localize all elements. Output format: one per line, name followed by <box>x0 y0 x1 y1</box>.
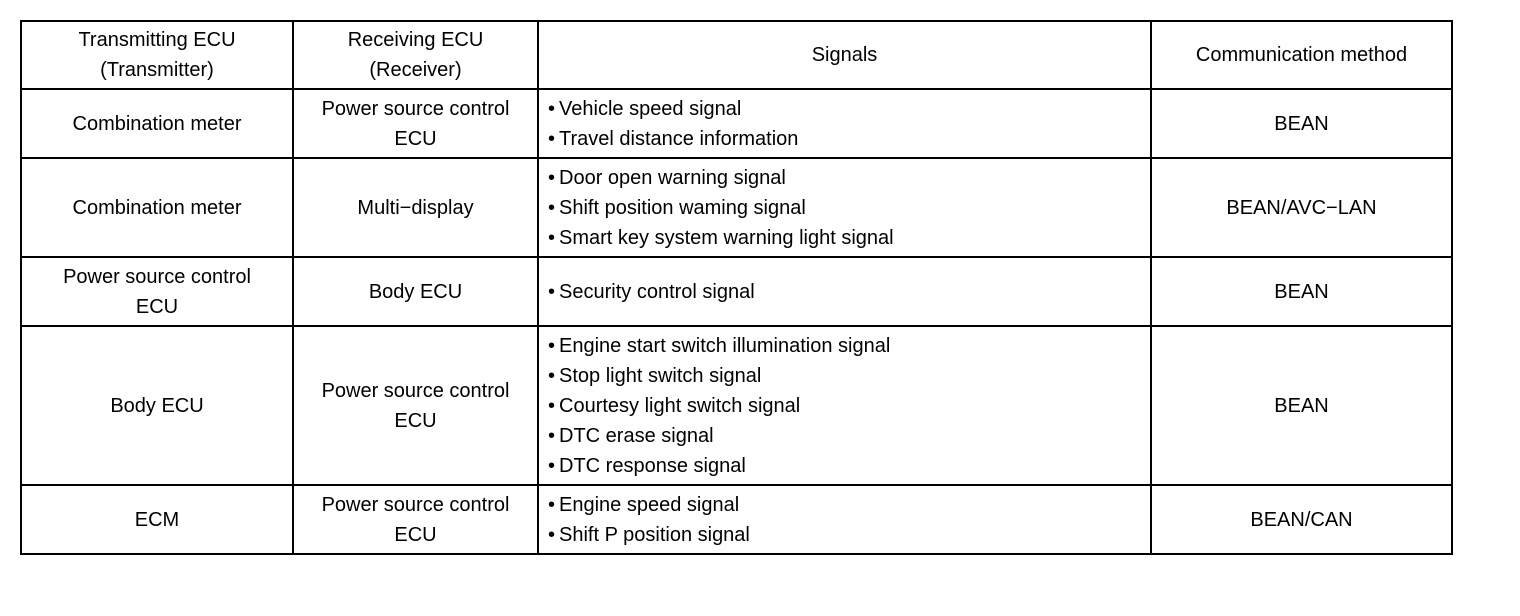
header-receiver: Receiving ECU (Receiver) <box>293 21 538 89</box>
transmitter-cell: Combination meter <box>21 158 293 257</box>
method-cell: BEAN/AVC−LAN <box>1151 158 1452 257</box>
receiver-cell: Multi−display <box>293 158 538 257</box>
receiver-cell: Power source control ECU <box>293 89 538 158</box>
signal-item: • Shift P position signal <box>548 520 1150 550</box>
table-row <box>21 158 1452 257</box>
signal-item: • Engine start switch illumination signal <box>548 331 1150 361</box>
receiver-cell: Power source control ECU <box>293 485 538 554</box>
table-row <box>21 485 1452 554</box>
header-method: Communication method <box>1151 21 1452 89</box>
ecu-communication-table <box>20 20 1453 555</box>
table-row <box>21 89 1452 158</box>
signal-item: • Shift position waming signal <box>548 193 1150 223</box>
receiver-cell: Power source control ECU <box>293 326 538 485</box>
transmitter-cell: Body ECU <box>21 326 293 485</box>
signals-cell <box>538 257 1151 326</box>
table-row <box>21 326 1452 485</box>
method-cell: BEAN <box>1151 257 1452 326</box>
signal-item: • DTC erase signal <box>548 421 1150 451</box>
signal-item: • Stop light switch signal <box>548 361 1150 391</box>
transmitter-cell: ECM <box>21 485 293 554</box>
signals-cell <box>538 158 1151 257</box>
signal-item: • Smart key system warning light signal <box>548 223 1150 253</box>
signal-item: • Vehicle speed signal <box>548 94 1150 124</box>
signal-item: • Courtesy light switch signal <box>548 391 1150 421</box>
signal-item: • Engine speed signal <box>548 490 1150 520</box>
signals-cell <box>538 485 1151 554</box>
method-cell: BEAN <box>1151 89 1452 158</box>
header-row <box>21 21 1452 89</box>
table-row <box>21 257 1452 326</box>
receiver-cell: Body ECU <box>293 257 538 326</box>
signals-cell <box>538 326 1151 485</box>
signal-item: • Door open warning signal <box>548 163 1150 193</box>
method-cell: BEAN/CAN <box>1151 485 1452 554</box>
signal-item: • Travel distance information <box>548 124 1150 154</box>
method-cell: BEAN <box>1151 326 1452 485</box>
transmitter-cell: Combination meter <box>21 89 293 158</box>
signal-item: • Security control signal <box>548 277 1150 307</box>
header-transmitter: Transmitting ECU (Transmitter) <box>21 21 293 89</box>
signal-item: • DTC response signal <box>548 451 1150 481</box>
transmitter-cell: Power source control ECU <box>21 257 293 326</box>
signals-cell <box>538 89 1151 158</box>
header-signals: Signals <box>538 21 1151 89</box>
